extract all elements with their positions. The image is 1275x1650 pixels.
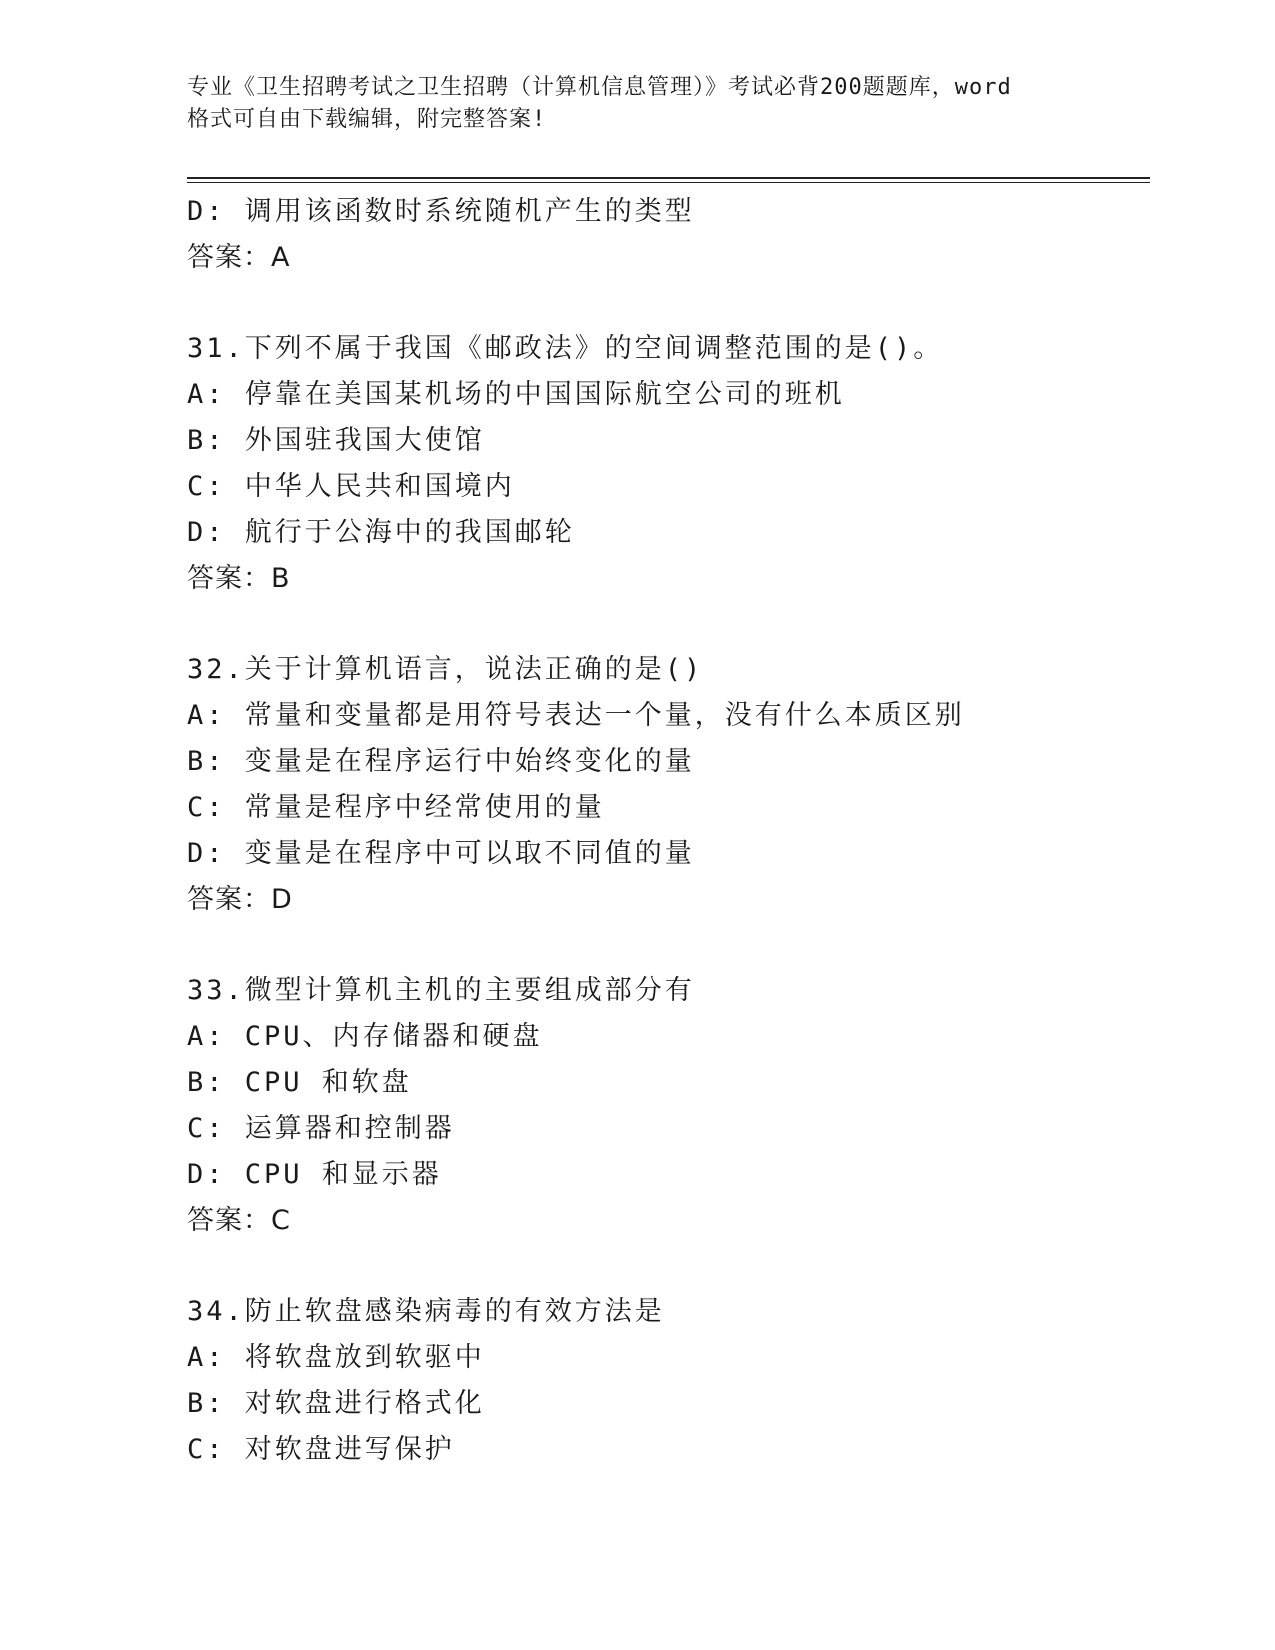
option-a: A: CPU、内存储器和硬盘 xyxy=(187,1021,543,1052)
answer: 答案：A xyxy=(187,242,291,273)
spacer xyxy=(187,281,1167,326)
answer: 答案：D xyxy=(187,884,293,915)
question-stem: 32.关于计算机语言，说法正确的是() xyxy=(187,654,704,685)
option-c: C: 常量是程序中经常使用的量 xyxy=(187,792,605,823)
header-title-line-1: 专业《卫生招聘考试之卫生招聘（计算机信息管理）》考试必背200题题库，word xyxy=(187,75,1012,100)
header-divider-secondary xyxy=(187,182,1150,183)
question-stem: 31.下列不属于我国《邮政法》的空间调整范围的是()。 xyxy=(187,333,944,364)
option-b: B: 外国驻我国大使馆 xyxy=(187,425,485,456)
spacer xyxy=(187,1244,1167,1289)
previous-question-tail xyxy=(187,189,1167,281)
document-header xyxy=(187,72,1087,136)
option-b: B: 对软盘进行格式化 xyxy=(187,1388,485,1419)
option-c: C: 中华人民共和国境内 xyxy=(187,471,515,502)
question-32 xyxy=(187,647,1167,923)
option-b: B: 变量是在程序运行中始终变化的量 xyxy=(187,746,695,777)
option-d: D: 变量是在程序中可以取不同值的量 xyxy=(187,838,695,869)
question-stem: 33.微型计算机主机的主要组成部分有 xyxy=(187,975,695,1006)
option-d: D: 航行于公海中的我国邮轮 xyxy=(187,517,575,548)
header-title-line-2: 格式可自由下载编辑，附完整答案! xyxy=(187,107,547,132)
question-31 xyxy=(187,326,1167,602)
option-a: A: 将软盘放到软驱中 xyxy=(187,1342,485,1373)
question-stem: 34.防止软盘感染病毒的有效方法是 xyxy=(187,1296,665,1327)
question-34 xyxy=(187,1289,1167,1473)
answer: 答案：C xyxy=(187,1205,291,1236)
option-d: D: CPU 和显示器 xyxy=(187,1159,442,1190)
option-d: D: 调用该函数时系统随机产生的类型 xyxy=(187,196,695,227)
header-divider xyxy=(187,177,1150,179)
option-c: C: 对软盘进写保护 xyxy=(187,1434,455,1465)
option-b: B: CPU 和软盘 xyxy=(187,1067,412,1098)
answer: 答案：B xyxy=(187,563,291,594)
spacer xyxy=(187,602,1167,647)
question-33 xyxy=(187,968,1167,1244)
option-a: A: 停靠在美国某机场的中国国际航空公司的班机 xyxy=(187,379,845,410)
option-c: C: 运算器和控制器 xyxy=(187,1113,455,1144)
question-list xyxy=(187,189,1167,1473)
option-a: A: 常量和变量都是用符号表达一个量，没有什么本质区别 xyxy=(187,700,965,731)
spacer xyxy=(187,923,1167,968)
